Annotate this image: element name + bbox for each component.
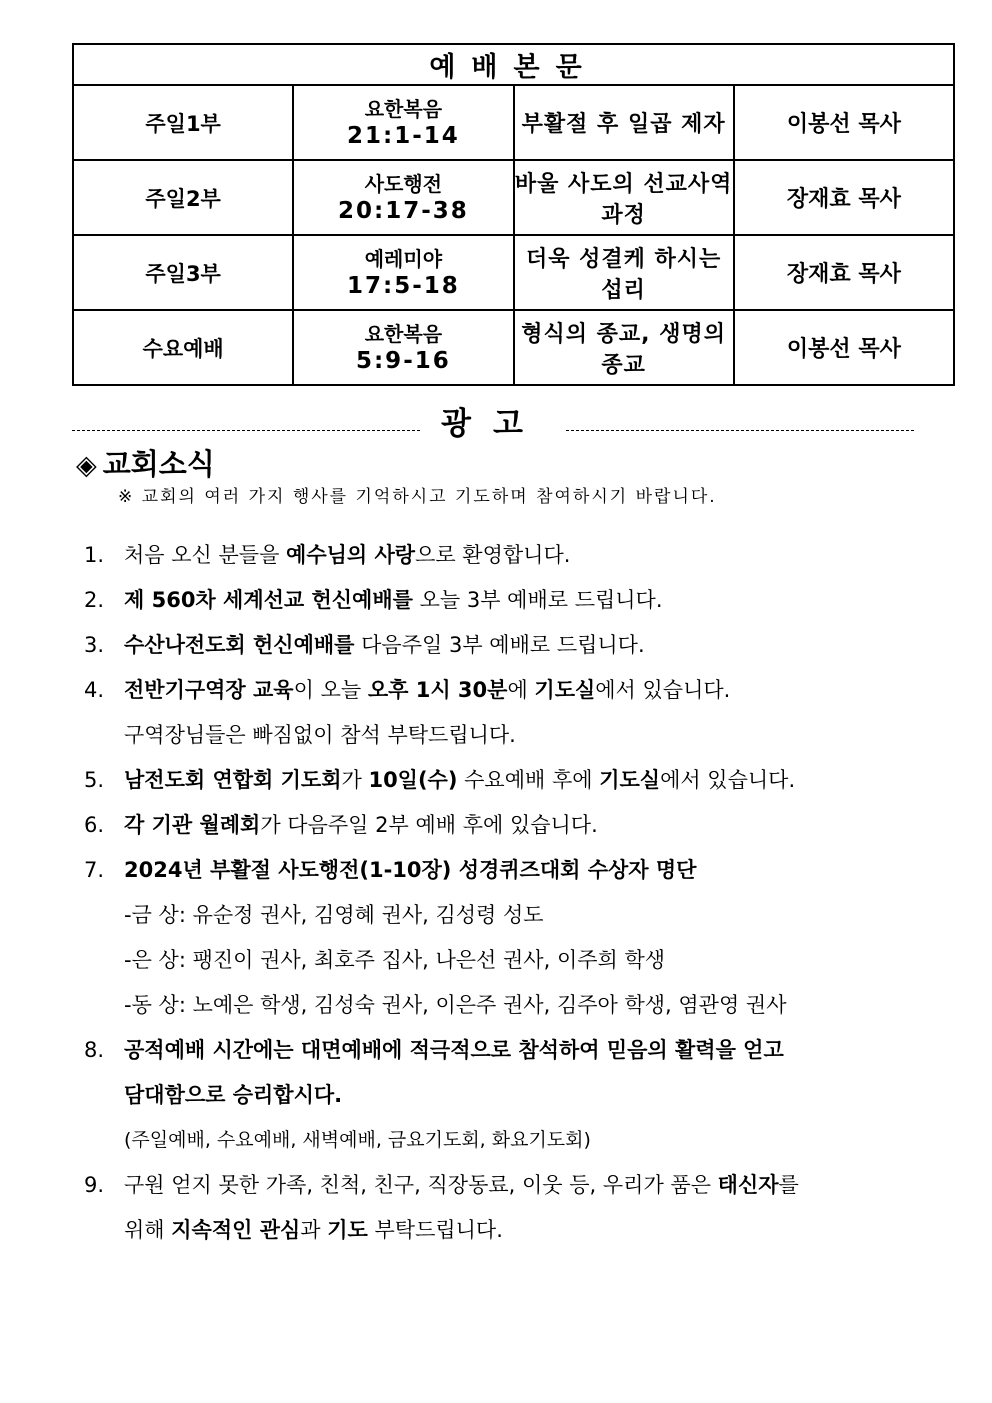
list-item (84, 758, 904, 803)
sermon-title: 더욱 성결케 하시는 섭리 (514, 235, 734, 310)
list-item (84, 1163, 904, 1253)
item-number: 5. (84, 768, 105, 792)
church-news-title: 교회소식 (102, 447, 215, 481)
item-text: 에서 있습니다. (660, 768, 796, 792)
service-name: 수요예배 (73, 310, 293, 385)
item-text-bold: 지속적인 관심 (171, 1218, 301, 1242)
item-text: 수요예배 후에 (457, 768, 600, 792)
worship-row (73, 85, 954, 160)
preacher: 장재효 목사 (734, 160, 954, 235)
list-item (84, 848, 904, 1028)
item-number: 3. (84, 633, 105, 657)
preacher: 장재효 목사 (734, 235, 954, 310)
worship-table-title: 예배본문 (73, 44, 954, 85)
scripture (293, 160, 513, 235)
item-text: 위해 (124, 1218, 172, 1242)
item-text: 구역장님들은 빠짐없이 참석 부탁드립니다. (124, 723, 516, 747)
item-number: 9. (84, 1173, 105, 1197)
church-news-header (76, 444, 215, 486)
award-gold: -금 상: 유순정 권사, 김영혜 권사, 김성령 성도 (124, 903, 544, 927)
item-text-bold: 오후 1시 30분 (367, 678, 508, 702)
list-item (84, 803, 904, 848)
item-text-bold: 기도 (327, 1218, 368, 1242)
award-silver: -은 상: 팽진이 권사, 최호주 집사, 나은선 권사, 이주희 학생 (124, 948, 666, 972)
scripture-verse: 5:9-16 (355, 347, 451, 374)
preacher: 이봉선 목사 (734, 310, 954, 385)
list-item (84, 533, 904, 578)
service-name: 주일3부 (73, 235, 293, 310)
item-text: 으로 환영합니다. (415, 543, 571, 567)
item-text: 구원 얻지 못한 가족, 친척, 친구, 직장동료, 이웃 등, 우리가 품은 (124, 1173, 718, 1197)
item-number: 4. (84, 678, 105, 702)
sermon-title: 형식의 종교, 생명의 종교 (514, 310, 734, 385)
item-text-bold: 수산나전도회 헌신예배를 (124, 633, 355, 657)
scripture (293, 235, 513, 310)
item-text-bold: 기도실 (599, 768, 661, 792)
dashed-divider-line (566, 430, 914, 431)
worship-row (73, 160, 954, 235)
item-text: 과 (300, 1218, 328, 1242)
item-text: 에서 있습니다. (595, 678, 731, 702)
sermon-title: 바울 사도의 선교사역과정 (514, 160, 734, 235)
scripture-book: 요한복음 (364, 321, 443, 346)
item-text-bold: 예수님의 사랑 (286, 543, 416, 567)
item-text: (주일예배, 수요예배, 새벽예배, 금요기도회, 화요기도회) (124, 1129, 591, 1151)
worship-row (73, 235, 954, 310)
item-text-bold: 제 560차 세계선교 헌신예배를 (124, 588, 413, 612)
item-text: 처음 오신 분들을 (124, 543, 287, 567)
item-text-bold: 기도실 (534, 678, 596, 702)
sermon-title: 부활절 후 일곱 제자 (514, 85, 734, 160)
diamond-bullet-icon: ◈ (76, 450, 97, 481)
scripture-book: 요한복음 (364, 96, 443, 121)
item-number: 8. (84, 1038, 105, 1062)
item-text: 다음주일 3부 예배로 드립니다. (354, 633, 645, 657)
announcement-title: 광고 (441, 406, 545, 442)
scripture-verse: 17:5-18 (346, 272, 460, 299)
scripture-book: 예레미야 (364, 246, 443, 271)
item-number: 6. (84, 813, 105, 837)
item-text: 이 오늘 (293, 678, 368, 702)
item-text-bold: 담대함으로 승리합시다. (124, 1083, 343, 1107)
service-name: 주일2부 (73, 160, 293, 235)
item-text-bold: 10일(수) (368, 768, 458, 792)
worship-row (73, 310, 954, 385)
item-text: 를 (778, 1173, 799, 1197)
item-text: 에 (507, 678, 535, 702)
item-text: 오늘 3부 예배로 드립니다. (412, 588, 663, 612)
church-news-note: ※ 교회의 여러 가지 행사를 기억하시고 기도하며 참여하시기 바랍니다. (118, 487, 717, 507)
item-number: 1. (84, 543, 105, 567)
item-text: 가 (341, 768, 369, 792)
item-text-bold: 남전도회 연합회 기도회 (124, 768, 342, 792)
preacher: 이봉선 목사 (734, 85, 954, 160)
item-text-bold: 각 기관 월례회 (124, 813, 261, 837)
item-text-bold: 2024년 부활절 사도행전(1-10장) 성경퀴즈대회 수상자 명단 (124, 858, 697, 882)
item-number: 7. (84, 858, 105, 882)
worship-scripture-table (72, 43, 955, 386)
item-text-bold: 공적예배 시간에는 대면예배에 적극적으로 참석하여 믿음의 활력을 얻고 (124, 1038, 784, 1062)
announcement-divider (72, 404, 914, 444)
list-item (84, 668, 904, 758)
item-number: 2. (84, 588, 105, 612)
list-item (84, 578, 904, 623)
service-name: 주일1부 (73, 85, 293, 160)
dashed-divider-line (72, 430, 420, 431)
list-item (84, 1028, 904, 1163)
scripture-verse: 20:17-38 (337, 197, 469, 224)
item-text-bold: 태신자 (717, 1173, 779, 1197)
list-item (84, 623, 904, 668)
scripture-verse: 21:1-14 (346, 122, 460, 149)
scripture (293, 310, 513, 385)
announcement-list (84, 533, 904, 1253)
item-text-bold: 전반기구역장 교육 (124, 678, 294, 702)
scripture (293, 85, 513, 160)
item-text: 가 다음주일 2부 예배 후에 있습니다. (260, 813, 598, 837)
scripture-book: 사도행전 (364, 171, 443, 196)
item-text: 부탁드립니다. (367, 1218, 503, 1242)
award-bronze: -동 상: 노예은 학생, 김성숙 권사, 이은주 권사, 김주아 학생, 염관영 권사 (124, 993, 787, 1017)
